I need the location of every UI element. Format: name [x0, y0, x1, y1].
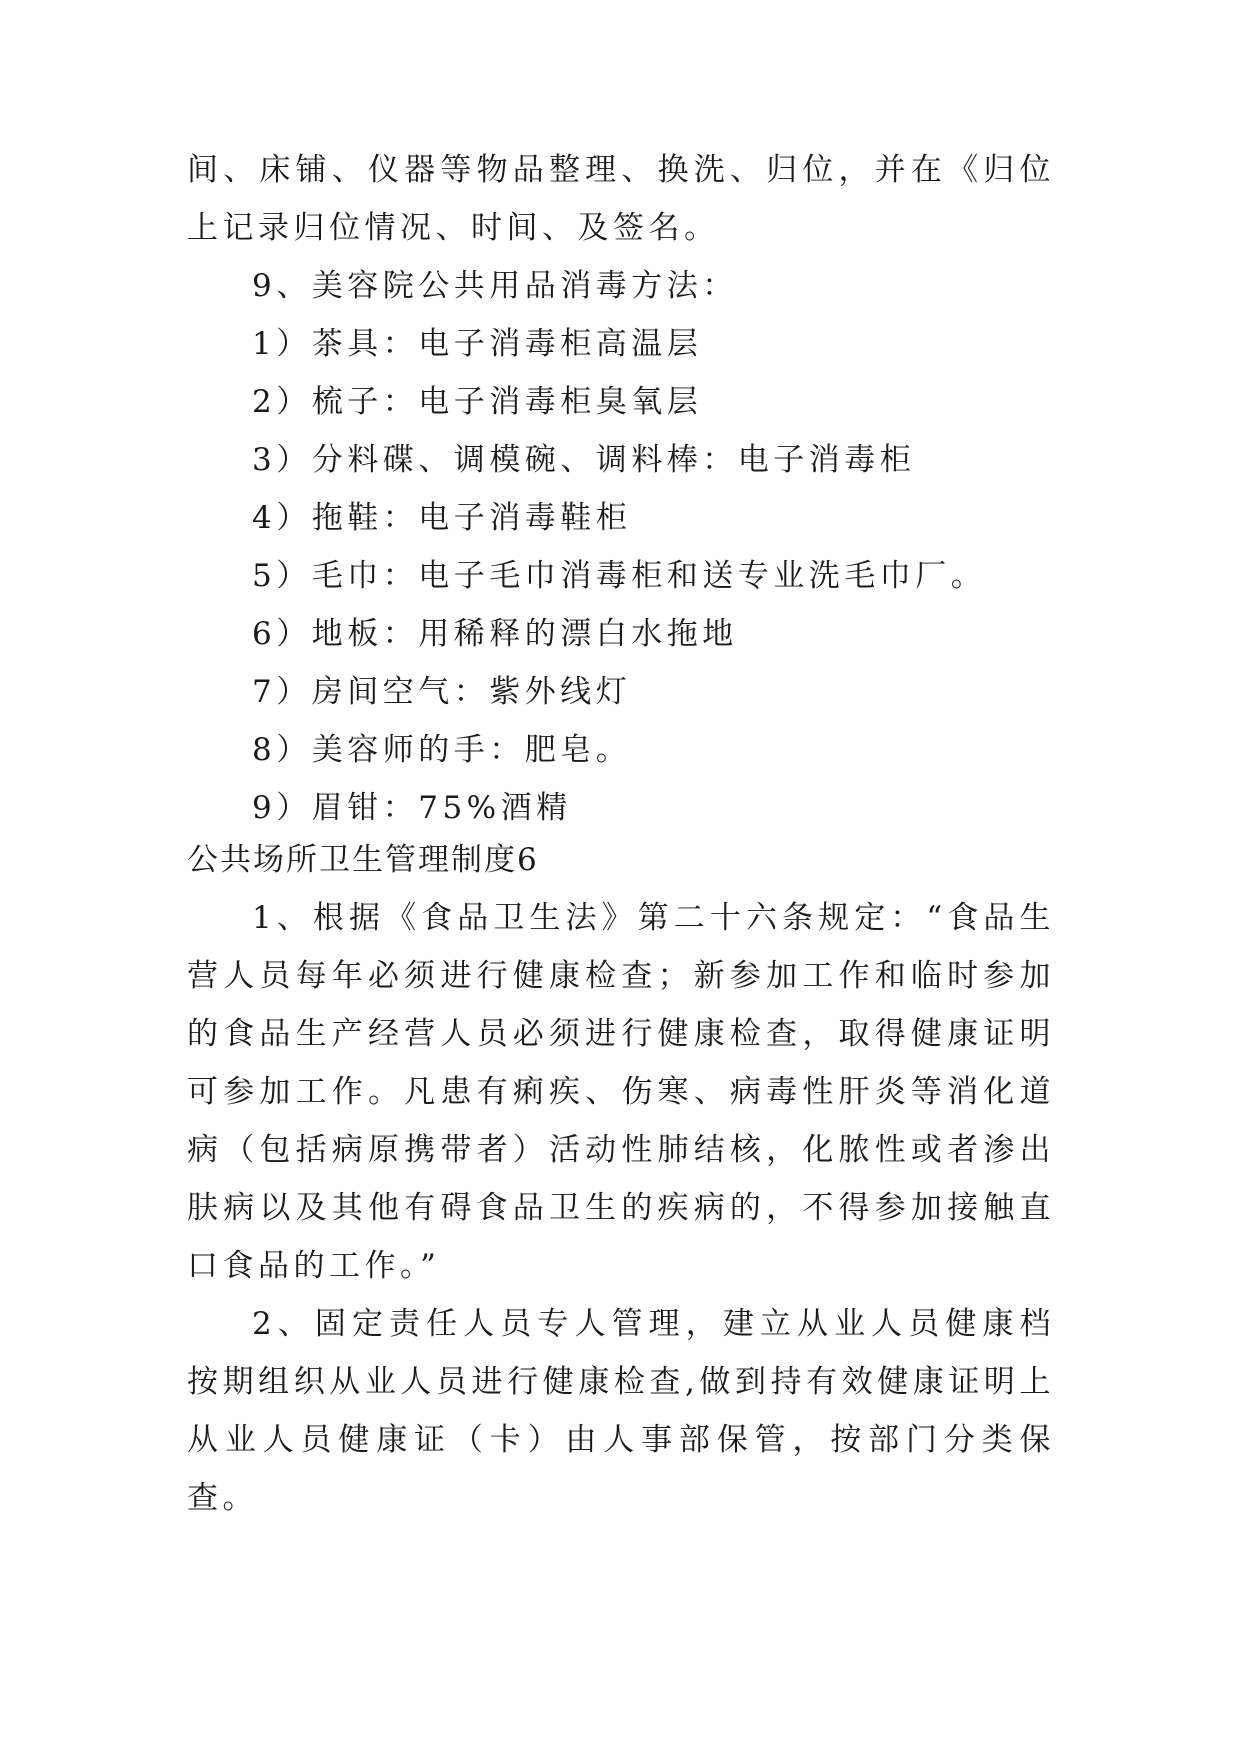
paragraph-1-line: 的食品生产经营人员必须进行健康检查，取得健康证明 — [187, 1016, 1055, 1052]
paragraph-1-line: 病（包括病原携带者）活动性肺结核，化脓性或者渗出 — [187, 1132, 1055, 1168]
list-item: 8）美容师的手：肥皂。 — [252, 732, 632, 768]
continuation-line-2: 上记录归位情况、时间、及签名。 — [187, 210, 720, 246]
paragraph-1-line: 1、根据《食品卫生法》第二十六条规定：“食品生 — [252, 900, 1055, 936]
continuation-line-1: 间、床铺、仪器等物品整理、换洗、归位，并在《归位 — [187, 152, 1055, 188]
paragraph-1-line: 营人员每年必须进行健康检查；新参加工作和临时参加 — [187, 958, 1055, 994]
list-item: 5）毛巾：电子毛巾消毒柜和送专业洗毛巾厂。 — [252, 558, 987, 594]
paragraph-1-line: 肤病以及其他有碍食品卫生的疾病的，不得参加接触直 — [187, 1190, 1055, 1226]
list-item: 4）拖鞋：电子消毒鞋柜 — [252, 500, 632, 536]
list-item: 6）地板：用稀释的漂白水拖地 — [252, 616, 738, 652]
list-item: 9）眉钳：75%酒精 — [252, 790, 572, 826]
paragraph-2-line: 按期组织从业人员进行健康检查,做到持有效健康证明上 — [187, 1364, 1055, 1400]
paragraph-1-line: 口食品的工作。” — [187, 1248, 441, 1284]
paragraph-2-line: 2、固定责任人员专人管理，建立从业人员健康档 — [252, 1306, 1055, 1342]
paragraph-2-line: 从业人员健康证（卡）由人事部保管，按部门分类保 — [187, 1422, 1055, 1458]
paragraph-1-line: 可参加工作。凡患有痢疾、伤寒、病毒性肝炎等消化道 — [187, 1074, 1055, 1110]
list-item: 1）茶具：电子消毒柜高温层 — [252, 326, 703, 362]
section-9-heading: 9、美容院公共用品消毒方法： — [252, 268, 738, 304]
list-item: 3）分料碟、调模碗、调料棒：电子消毒柜 — [252, 442, 916, 478]
paragraph-2-line: 查。 — [187, 1480, 258, 1516]
list-item: 2）梳子：电子消毒柜臭氧层 — [252, 384, 703, 420]
section-title: 公共场所卫生管理制度6 — [187, 842, 539, 878]
list-item: 7）房间空气：紫外线灯 — [252, 674, 632, 710]
